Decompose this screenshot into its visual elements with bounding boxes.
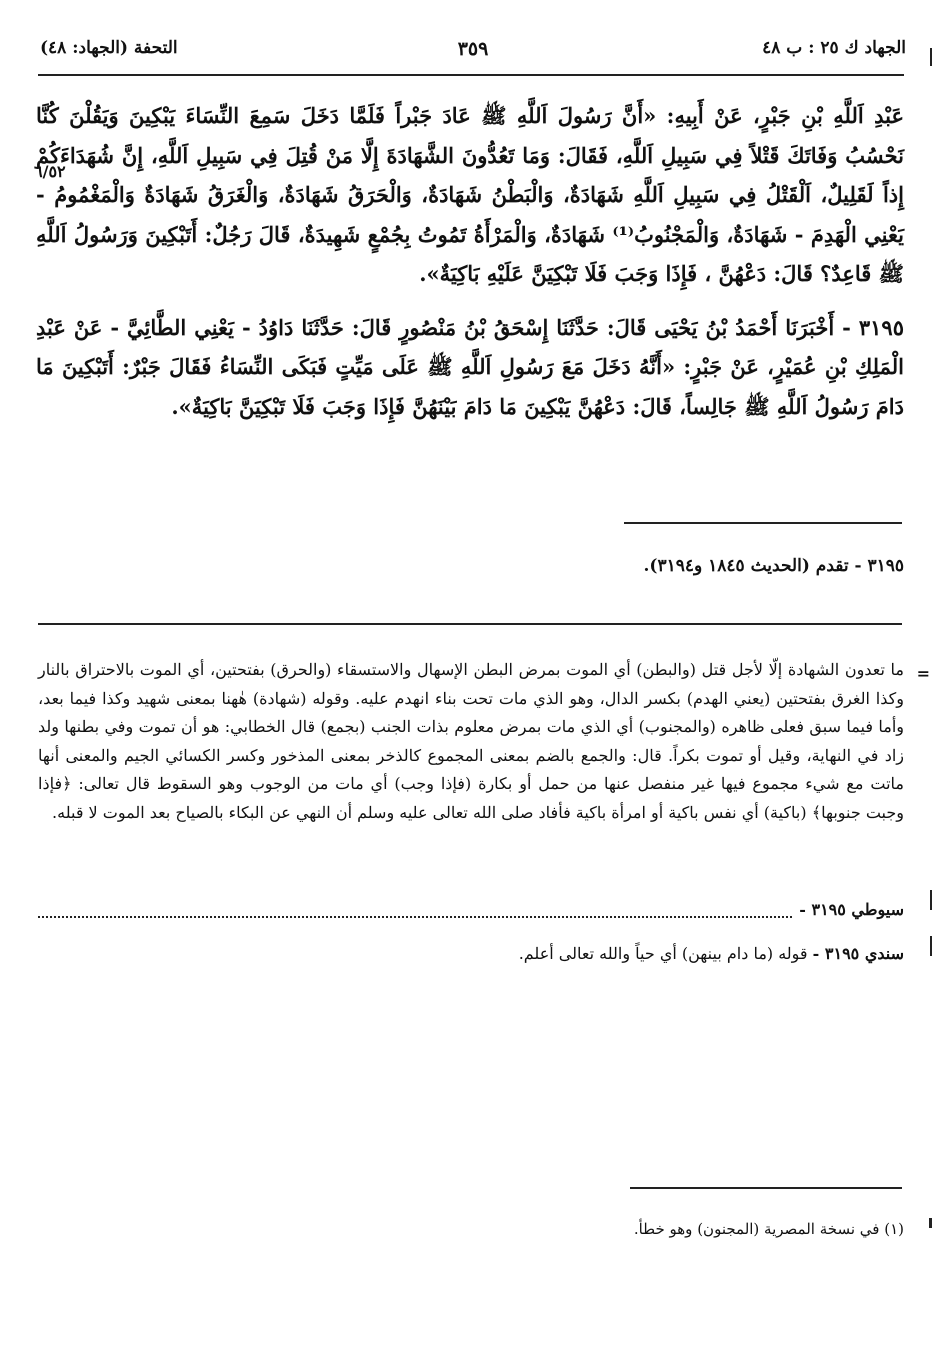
page-number: ٣٥٩ <box>457 38 489 60</box>
margin-mark <box>930 48 932 66</box>
hadith-3194-text: عَبْدِ اَللَّهِ بْنِ جَبْرٍ، عَنْ أَبِيهِ: «أَنَّ رَسُولَ اَللَّهِ ﷺ عَادَ جَبْراً فَلَمَّا دَخَلَ سَمِعَ النِّسَاءَ يَبْكِينَ وَيَقُلْنَ كُنَّا نَحْسُبُ وَفَاتَكَ قَتْلاً فِي سَبِيلِ اَللَّهِ، فَقَالَ: وَمَا تَعُدُّونَ الشَّهَادَةَ إِلَّا مَنْ قُتِلَ فِي سَبِيلِ اَللَّهِ، إِنَّ شُهَدَاءَكُمْ إِذاً لَقَلِيلٌ، اَلْقَتْلُ فِي سَبِيلِ اَللَّهِ شَهَادَةٌ، وَالْبَطْنُ شَهَادَةٌ، وَالْحَرَقُ شَهَادَةٌ، وَالْغَرَقُ شَهَادَةٌ وَالْمَغْمُومُ - يَعْنِي الْهَدِمَ - شَهَادَةٌ، وَالْمَجْنُوبُ⁽¹⁾ شَهَادَةٌ، وَالْمَرْأَةُ تَمُوتُ بِجُمْعٍ شَهِيدَةٌ، قَالَ رَجُلٌ: أَتَبْكِينَ وَرَسُولُ اَللَّهِ ﷺ قَاعِدٌ؟ قَالَ: دَعْهُنَّ ، فَإِذَا وَجَبَ فَلَا تَبْكِيَنَّ عَلَيْهِ بَاكِيَةٌ». <box>36 103 904 286</box>
footnote: (١) في نسخة المصرية (المجنون) وهو خطأ. <box>633 1220 904 1238</box>
takhrij-divider <box>624 522 902 524</box>
dotted-leader <box>38 916 904 918</box>
continuation-mark: = <box>916 664 930 683</box>
footnote-divider <box>630 1187 902 1189</box>
header-tuhfa-ref: التحفة (الجهاد: ٤٨) <box>40 38 178 58</box>
header-divider <box>38 74 904 76</box>
hadith-3195-text: ٣١٩٥ - أَخْبَرَنَا أَحْمَدُ بْنُ يَحْيَى قَالَ: حَدَّثَنَا إِسْحَقُ بْنُ مَنْصُورٍ قَالَ: حَدَّثَنَا دَاوُدُ - يَعْنِي الطَّائِيَّ - عَنْ عَبْدِ الْمَلِكِ بْنِ عُمَيْرٍ، عَنْ جَبْرٍ: «أَنَّهُ دَخَلَ مَعَ رَسُولِ اَللَّهِ ﷺ عَلَى مَيِّتٍ فَبَكَى النِّسَاءُ فَقَالَ جَبْرٌ: أَتَبْكِينَ مَا دَامَ رَسُولُ اَللَّهِ ﷺ جَالِساً، قَالَ: دَعْهُنَّ يَبْكِينَ مَا دَامَ بَيْنَهُنَّ فَإِذَا وَجَبَ فَلَا تَبْكِيَنَّ بَاكِيَةٌ». <box>36 314 904 419</box>
sindi-commentary <box>519 944 904 963</box>
header-chapter-ref: الجهاد ك ٢٥ : ب ٤٨ <box>762 38 906 58</box>
takhrij-note: ٣١٩٥ - تقدم (الحديث ١٨٤٥ و٣١٩٤). <box>643 556 904 576</box>
margin-mark <box>929 1218 932 1228</box>
commentary-divider <box>38 623 902 625</box>
main-text <box>36 96 904 440</box>
suyuti-commentary <box>38 656 904 828</box>
sindi-text: قوله (ما دام بينهن) أي حياً والله تعالى أعلم. <box>518 944 808 963</box>
page-header <box>40 38 906 68</box>
commentary-text: ما تعدون الشهادة إلّا لأجل قتل (والبطن) أي الموت بمرض البطن الإسهال والاستسقاء (والحرق) بفتحتين، أي الموت بالاحتراق بالنار وكذا الغرق بفتحتين (يعني الهدم) بكسر الدال، وهو الذي مات تحت بناء انهدم عليه. وقوله (شهادة) هٰهنا بمعنى شهيد وكذا فيما بعد، وأما فيما سبق فعلى ظاهره (والمجنوب) أي الذي مات بمرض معلوم بذات الجنب (بجمع) قال الخطابي: هو أن تموت وفي بطنها ولد زاد في النهاية، وقيل أو تموت بكراً. قال: والجمع بالضم بمعنى المجموع كالذخر بمعنى المذخور وكسر الكسائي الجيم والمعنى أنها ماتت مع شيء مجموع فيها غير منفصل عنها من حمل أو بكارة (فإذا وجب) أي مات من الوجوب وهو السقوط قال تعالى: ﴿فإذا وجبت جنوبها﴾ (باكية) أي نفس باكية أو امرأة باكية فأفاد صلى الله تعالى عليه وسلم أن النهي عن البكاء بالصياح بعد الموت لا قبله. <box>38 660 904 822</box>
suyuti-label: سيوطي ٣١٩٥ - <box>793 900 904 919</box>
margin-reference: ٦/٥٢ <box>34 162 66 181</box>
suyuti-heading <box>38 900 904 926</box>
margin-mark <box>930 936 932 956</box>
margin-mark <box>930 890 932 910</box>
sindi-label: سندي ٣١٩٥ - <box>812 944 904 963</box>
